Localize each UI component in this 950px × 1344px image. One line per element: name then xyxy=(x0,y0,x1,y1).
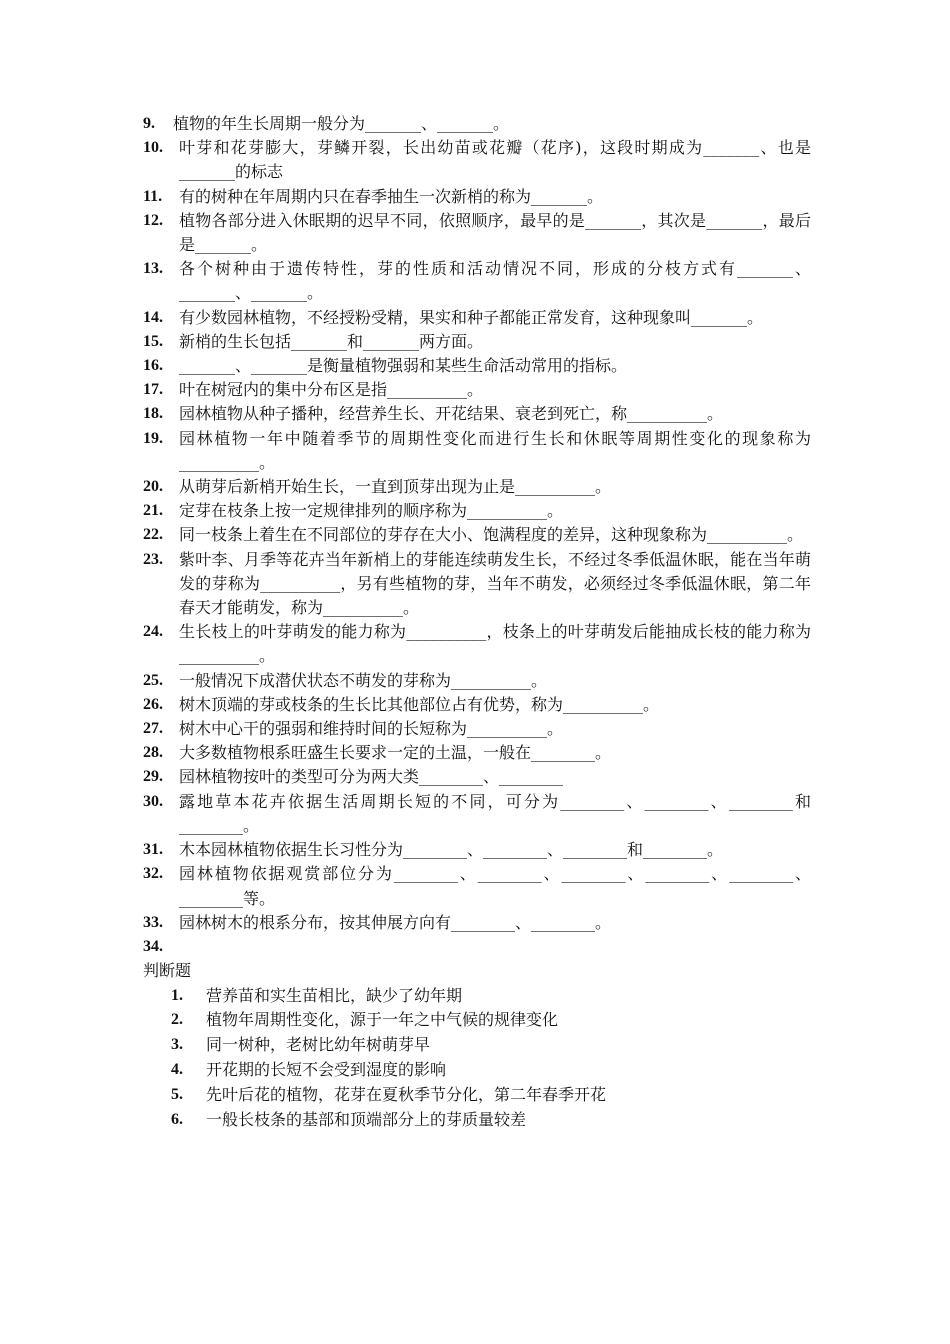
question-item-text: 大多数植物根系旺盛生长要求一定的土温，一般在________。 xyxy=(179,743,612,763)
judgment-item-text: 植物年周期性变化，源于一年之中气候的规律变化 xyxy=(206,1010,559,1030)
question-item-number: 9. xyxy=(143,115,155,132)
question-item-text: 定芽在枝条上按一定规律排列的顺序称为__________。 xyxy=(179,501,564,521)
question-item xyxy=(143,765,811,789)
judgment-item xyxy=(171,1058,811,1083)
judgment-item-number: 2. xyxy=(171,1011,183,1029)
question-item-number: 23. xyxy=(143,550,163,568)
question-item-number: 13. xyxy=(143,260,163,278)
question-item-number: 15. xyxy=(143,332,163,350)
question-item-number: 12. xyxy=(143,211,163,229)
question-item-number: 17. xyxy=(143,381,163,399)
question-item-text: 露地草本花卉依据生活周期长短的不同，可分为________、________、________和________。 xyxy=(179,791,811,835)
question-item xyxy=(143,112,811,136)
question-item xyxy=(143,306,811,330)
question-item xyxy=(143,402,811,426)
question-item-number: 27. xyxy=(143,720,163,738)
question-item xyxy=(143,354,811,378)
judgment-item-number: 4. xyxy=(171,1061,183,1078)
judgment-item xyxy=(171,1033,811,1058)
question-item xyxy=(143,862,811,910)
question-item-text: 园林植物一年中随着季节的周期性变化而进行生长和休眠等周期性变化的现象称为__________。 xyxy=(179,428,811,472)
question-item xyxy=(143,717,811,741)
section-title: 判断题 xyxy=(143,961,192,981)
fill-in-questions xyxy=(143,112,811,959)
question-item-text: 植物各部分进入休眠期的迟早不同，依照顺序，最早的是_______，其次是_______，最后是_______。 xyxy=(179,210,811,255)
question-item xyxy=(143,475,811,499)
question-item-number: 33. xyxy=(143,913,163,931)
question-item-number: 16. xyxy=(143,357,163,375)
question-item xyxy=(143,136,811,184)
question-item-text: 新梢的生长包括_______和_______两方面。 xyxy=(179,331,484,351)
question-item-number: 29. xyxy=(143,768,163,786)
question-item-number: 26. xyxy=(143,695,163,713)
question-item xyxy=(143,427,811,475)
question-item xyxy=(143,209,811,257)
question-item-text: 植物的年生长周期一般分为_______、_______。 xyxy=(173,114,510,133)
question-item-text: 园林植物依据观赏部位分为________、________、________、________、________、________等。 xyxy=(179,864,811,908)
question-item-text: _______、_______是衡量植物强弱和某些生命活动常用的指标。 xyxy=(179,356,628,376)
judgment-item-number: 1. xyxy=(171,986,183,1004)
question-item xyxy=(143,330,811,354)
question-item-number: 22. xyxy=(143,526,163,544)
question-item xyxy=(143,741,811,765)
question-item-number: 14. xyxy=(143,308,163,326)
judgment-item-text: 一般长枝条的基部和顶端部分上的芽质量较差 xyxy=(206,1109,527,1129)
judgment-item xyxy=(171,984,811,1009)
question-item-text: 树木顶端的芽或枝条的生长比其他部位占有优势，称为__________。 xyxy=(179,694,660,714)
judgment-item-text: 营养苗和实生苗相比，缺少了幼年期 xyxy=(206,985,463,1005)
question-item-text: 园林植物按叶的类型可分为两大类________、________ xyxy=(179,767,564,787)
question-item-text: 有的树种在年周期内只在春季抽生一次新梢的称为_______。 xyxy=(179,186,604,206)
question-item-number: 24. xyxy=(143,623,163,641)
question-item-number: 11. xyxy=(143,187,163,205)
question-item-text: 从萌芽后新梢开始生长，一直到顶芽出现为止是__________。 xyxy=(179,477,612,497)
question-item-number: 19. xyxy=(143,429,163,447)
judgment-item-text: 开花期的长短不会受到湿度的影响 xyxy=(206,1060,447,1079)
question-item xyxy=(143,499,811,523)
question-item-text: 园林植物从种子播种，经营养生长、开花结果、衰老到死亡，称__________。 xyxy=(179,404,724,424)
question-item-text: 一般情况下成潜伏状态不萌发的芽称为__________。 xyxy=(179,670,548,690)
question-item-text: 木本园林植物依据生长习性分为________、________、________和________。 xyxy=(179,840,724,860)
question-item xyxy=(143,693,811,717)
question-item-text: 生长枝上的叶芽萌发的能力称为__________，枝条上的叶芽萌发后能抽成长枝的能力称为__________。 xyxy=(179,622,811,666)
question-item xyxy=(143,911,811,935)
question-item-number: 28. xyxy=(143,744,163,762)
question-item-text: 同一枝条上着生在不同部位的芽存在大小、饱满程度的差异，这种现象称为__________。 xyxy=(179,525,804,545)
question-item-text: 叶在树冠内的集中分布区是指__________。 xyxy=(179,380,484,400)
question-item xyxy=(143,790,811,838)
question-item xyxy=(143,548,811,621)
question-item xyxy=(143,838,811,862)
question-item-number: 20. xyxy=(143,478,163,496)
judgment-item xyxy=(171,1108,811,1133)
question-item xyxy=(143,935,811,959)
question-item-number: 10. xyxy=(143,139,163,157)
question-item-number: 32. xyxy=(143,865,163,883)
question-item xyxy=(143,378,811,402)
question-item-text: 树木中心干的强弱和维持时间的长短称为__________。 xyxy=(179,719,564,739)
question-item xyxy=(143,185,811,209)
question-list xyxy=(143,112,811,1132)
judgment-item-number: 3. xyxy=(171,1036,183,1054)
question-item xyxy=(143,620,811,668)
question-item-text: 叶芽和花芽膨大，芽鳞开裂，长出幼苗或花瓣（花序)，这段时期成为_______、也是_______的标志 xyxy=(179,138,811,182)
question-item-text: 各个树种由于遗传特性，芽的性质和活动情况不同，形成的分枝方式有_______、_______、_______。 xyxy=(179,259,811,303)
judgment-item xyxy=(171,1008,811,1033)
question-item xyxy=(143,523,811,547)
judgment-item-number: 5. xyxy=(171,1085,183,1103)
judgment-item-number: 6. xyxy=(171,1110,183,1128)
judgment-item-text: 先叶后花的植物，花芽在夏秋季节分化，第二年春季开花 xyxy=(206,1084,607,1104)
question-item-number: 21. xyxy=(143,502,163,520)
question-item-text: 紫叶李、月季等花卉当年新梢上的芽能连续萌发生长，不经过冬季低温休眠，能在当年萌发的芽称为__________，另有些植物的芽，当年不萌发，必须经过冬季低温休眠，第二年春天才能萌发，称为__________。 xyxy=(179,549,811,618)
question-item-number: 30. xyxy=(143,792,163,810)
question-item-number: 18. xyxy=(143,405,163,423)
judgment-item-text: 同一树种，老树比幼年树萌芽早 xyxy=(206,1035,431,1055)
question-item-number: 34. xyxy=(143,937,163,955)
judgment-questions xyxy=(171,984,811,1133)
question-item-text: 园林树木的根系分布，按其伸展方向有________、________。 xyxy=(179,912,612,932)
judgment-item xyxy=(171,1083,811,1108)
question-item xyxy=(143,257,811,305)
question-item-number: 25. xyxy=(143,671,163,689)
question-item xyxy=(143,669,811,693)
question-item-text: 有少数园林植物，不经授粉受精，果实和种子都能正常发育，这种现象叫_______。 xyxy=(179,307,764,327)
question-item-number: 31. xyxy=(143,841,163,859)
